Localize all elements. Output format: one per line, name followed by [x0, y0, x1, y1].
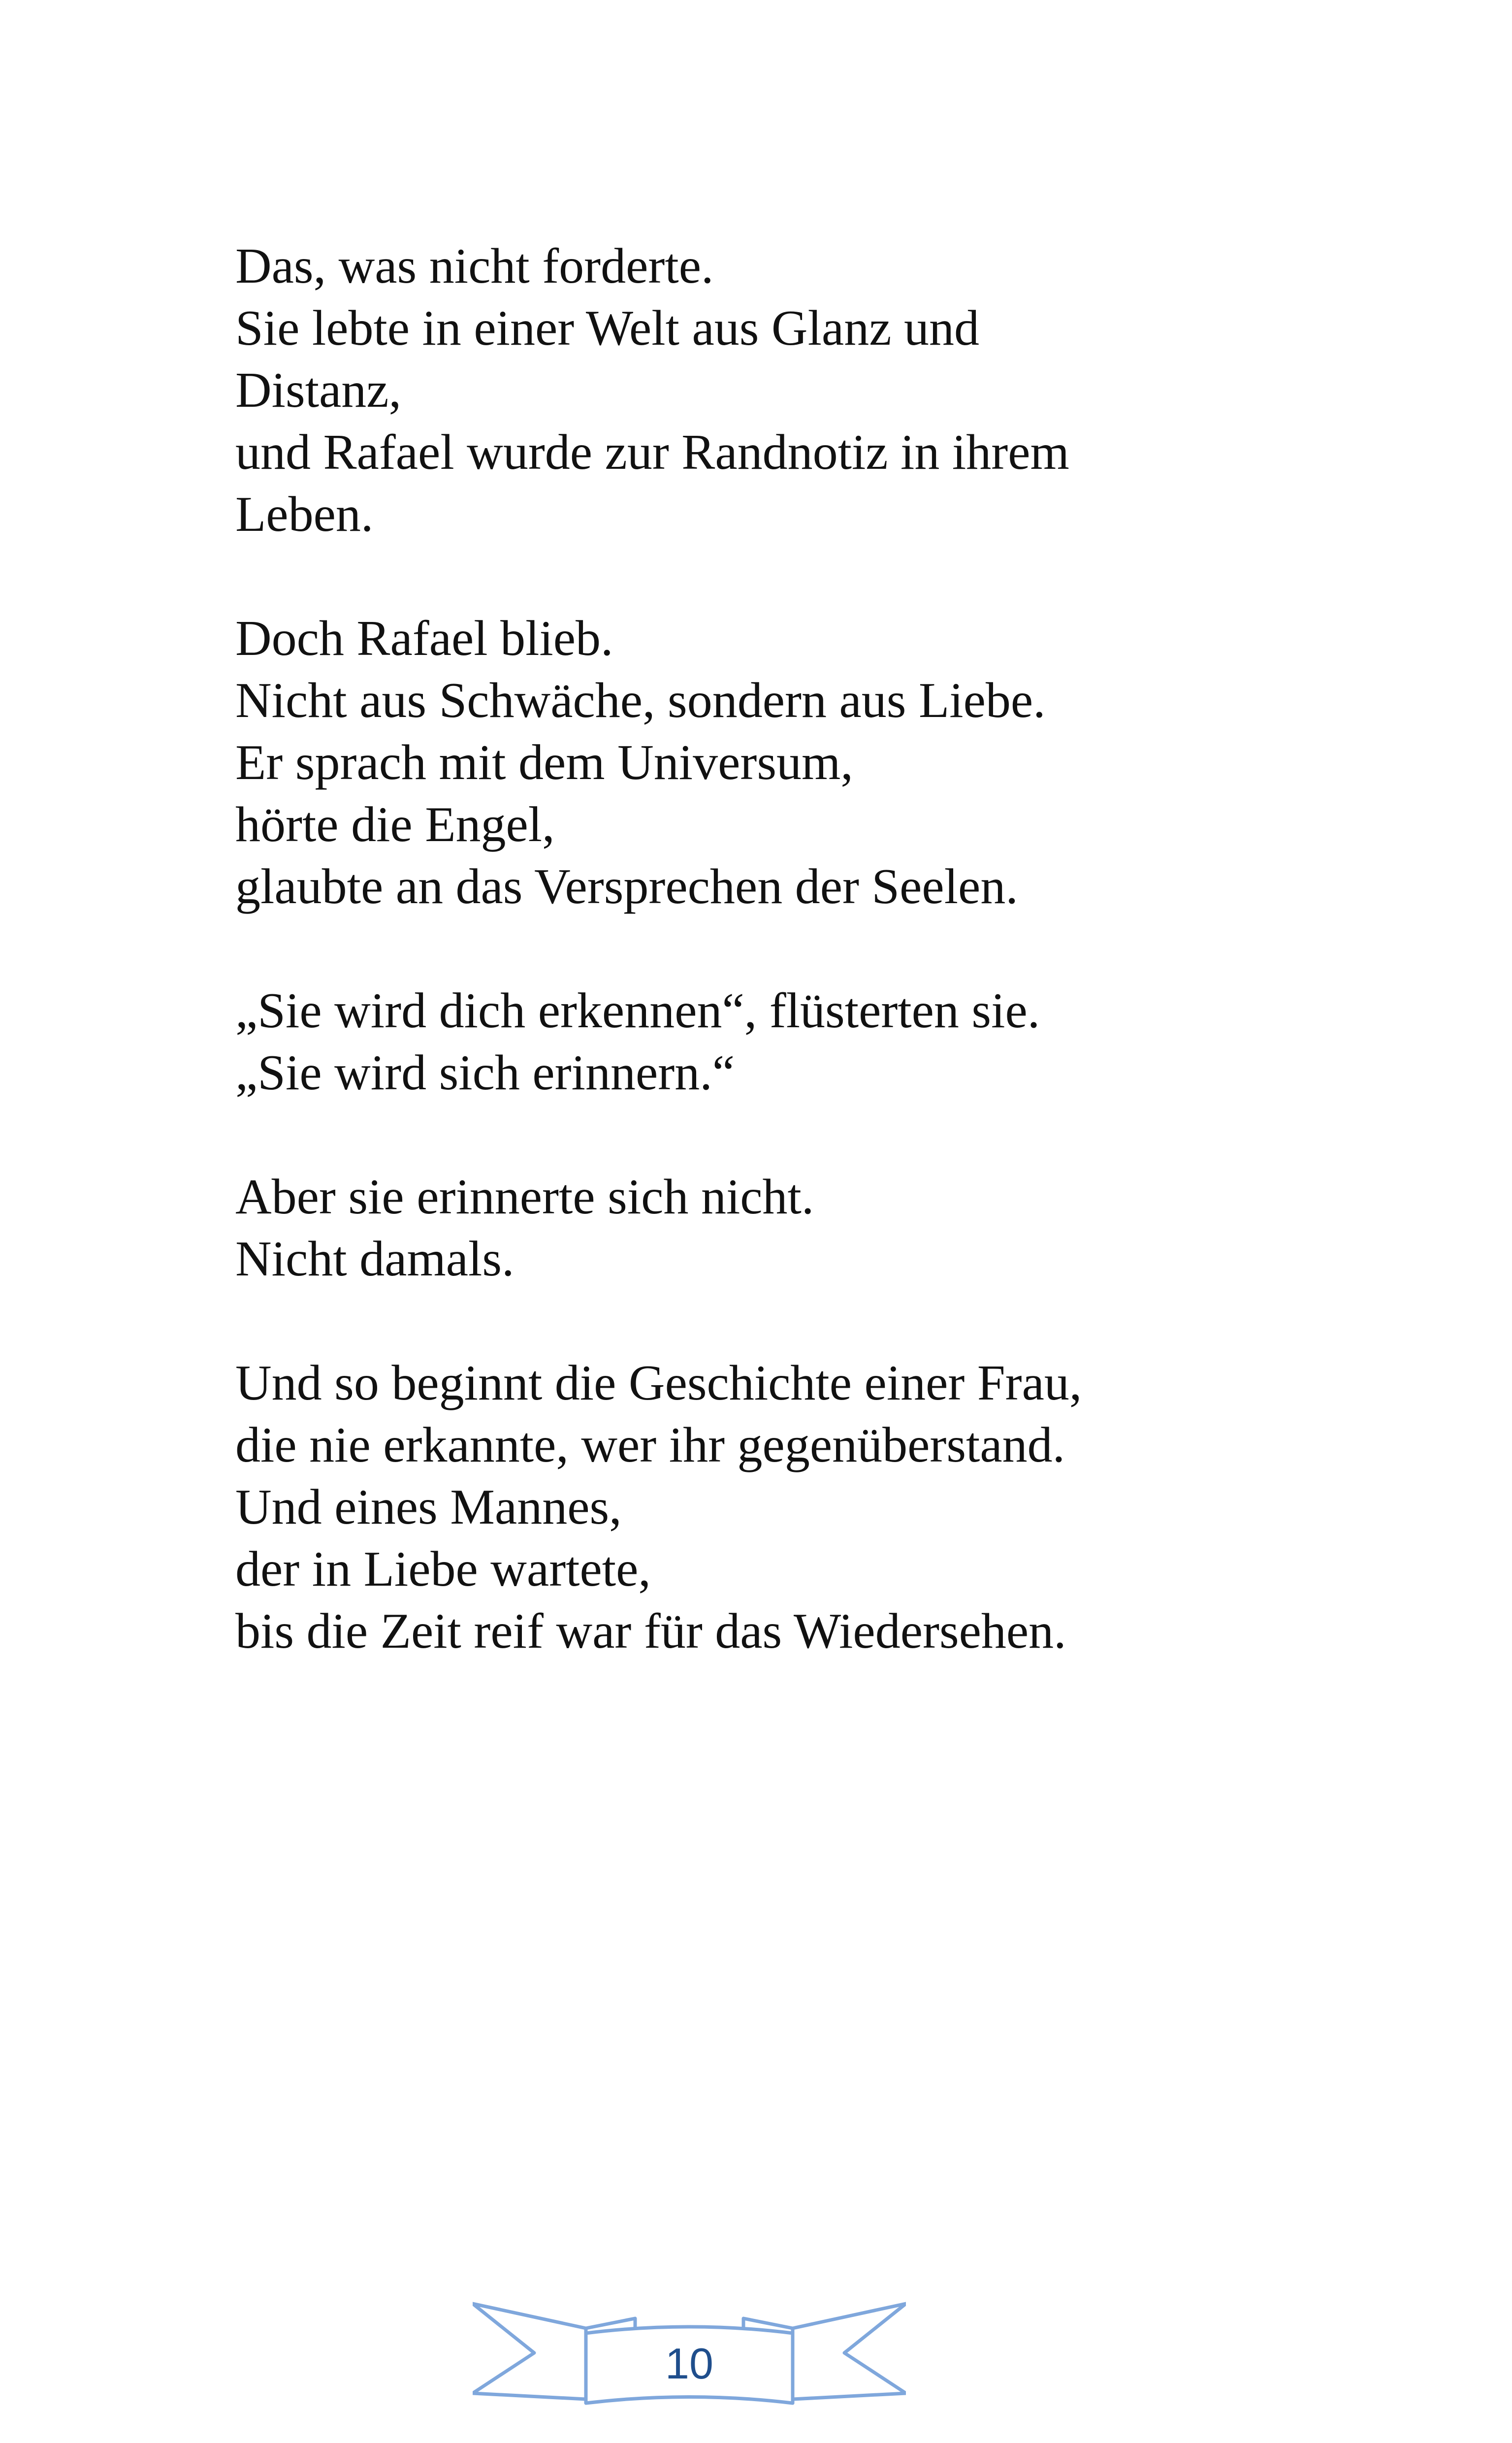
poem-line: hörte die Engel,: [235, 797, 555, 852]
poem-line: Und eines Mannes,: [235, 1479, 622, 1535]
ribbon-right-tail: [793, 2304, 906, 2399]
poem-line: glaubte an das Versprechen der Seelen.: [235, 859, 1018, 914]
stanza: [235, 1166, 1319, 1290]
stanza: [235, 235, 1319, 546]
poem-line: Doch Rafael blieb.: [235, 611, 613, 666]
poem-line: die nie erkannte, wer ihr gegenüberstand.: [235, 1417, 1065, 1473]
poem-line: Leben.: [235, 487, 374, 542]
poem-line: Distanz,: [235, 362, 402, 418]
poem-line: Und so beginnt die Geschichte einer Frau,: [235, 1355, 1082, 1411]
poem-line: „Sie wird sich erinnern.“: [235, 1045, 735, 1101]
poem-line: „Sie wird dich erkennen“, flüsterten sie.: [235, 983, 1040, 1039]
stanza: [235, 980, 1319, 1104]
stanza: [235, 1352, 1319, 1662]
poem-line: Er sprach mit dem Universum,: [235, 735, 853, 790]
poem-line: und Rafael wurde zur Randnotiz in ihrem: [235, 424, 1069, 480]
stanza: [235, 608, 1319, 918]
poem-text: [235, 235, 1319, 1662]
page-number: 10: [665, 2339, 713, 2388]
poem-line: Aber sie erinnerte sich nicht.: [235, 1169, 814, 1225]
poem-line: der in Liebe wartete,: [235, 1541, 651, 1597]
poem-line: Das, was nicht forderte.: [235, 238, 714, 294]
poem-line: bis die Zeit reif war für das Wiedersehen.: [235, 1603, 1066, 1659]
poem-line: Sie lebte in einer Welt aus Glanz und: [235, 300, 979, 356]
page-number-ribbon: [473, 2290, 906, 2413]
ribbon-left-tail: [473, 2304, 586, 2399]
poem-line: Nicht aus Schwäche, sondern aus Liebe.: [235, 673, 1046, 728]
poem-line: Nicht damals.: [235, 1231, 515, 1287]
